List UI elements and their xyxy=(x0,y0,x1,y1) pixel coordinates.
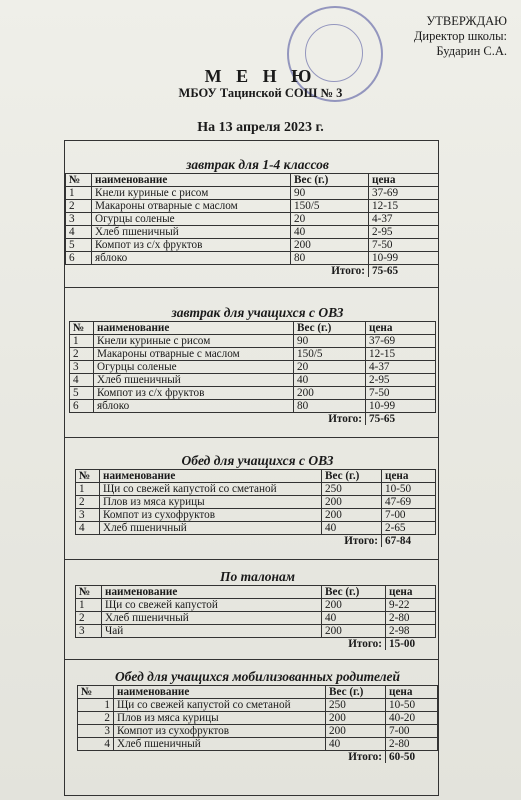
cell-weight: 40 xyxy=(322,612,386,625)
cell-price: 37-69 xyxy=(366,335,436,348)
cell-name: Щи со свежей капустой со сметаной xyxy=(100,483,322,496)
cell-price: 2-95 xyxy=(369,226,439,239)
table-row xyxy=(66,213,439,226)
cell-name: Макароны отварные с маслом xyxy=(94,348,294,361)
table-row xyxy=(78,712,438,725)
cell-weight: 250 xyxy=(322,483,382,496)
table-row xyxy=(66,239,439,252)
table-row xyxy=(78,725,438,738)
cell-name: Кнели куриные с рисом xyxy=(94,335,294,348)
table-row xyxy=(66,252,439,265)
table-row xyxy=(70,387,436,400)
table-row xyxy=(70,361,436,374)
cell-name: Хлеб пшеничный xyxy=(102,612,322,625)
cell-no: 2 xyxy=(76,496,100,509)
cell-no: 3 xyxy=(66,213,92,226)
cell-no: 2 xyxy=(76,612,102,625)
cell-no: 4 xyxy=(76,522,100,535)
cell-no: 1 xyxy=(78,699,114,712)
cell-no: 6 xyxy=(70,400,94,413)
menu-section xyxy=(65,669,438,763)
cell-price: 2-65 xyxy=(382,522,436,535)
table-header-row xyxy=(78,686,438,699)
approval-label: УТВЕРЖДАЮ xyxy=(426,14,507,28)
approval-signer: Бударин С.А. xyxy=(436,44,507,58)
cell-weight: 200 xyxy=(322,599,386,612)
cell-name: Огурцы соленые xyxy=(94,361,294,374)
cell-price: 7-00 xyxy=(382,509,436,522)
cell-name: Хлеб пшеничный xyxy=(114,738,326,751)
total-label: Итого: xyxy=(326,751,386,764)
cell-weight: 20 xyxy=(291,213,369,226)
cell-weight: 200 xyxy=(326,712,386,725)
table-row xyxy=(76,483,436,496)
table-row xyxy=(70,374,436,387)
cell-weight: 80 xyxy=(291,252,369,265)
cell-name: Щи со свежей капустой со сметаной xyxy=(114,699,326,712)
col-weight: Вес (г.) xyxy=(322,470,382,483)
table-row xyxy=(76,522,436,535)
cell-weight: 20 xyxy=(294,361,366,374)
cell-weight: 200 xyxy=(322,509,382,522)
menu-frame xyxy=(64,140,439,796)
col-no: № xyxy=(78,686,114,699)
col-price: цена xyxy=(386,586,436,599)
col-no: № xyxy=(76,586,102,599)
total-value: 75-65 xyxy=(369,265,439,278)
total-value: 67-84 xyxy=(382,535,436,548)
section-title: завтрак для 1-4 классов xyxy=(186,157,329,172)
table-row xyxy=(76,509,436,522)
cell-no: 1 xyxy=(76,599,102,612)
cell-price: 2-95 xyxy=(366,374,436,387)
cell-price: 4-37 xyxy=(369,213,439,226)
cell-price: 40-20 xyxy=(386,712,438,725)
col-price: цена xyxy=(386,686,438,699)
cell-no: 5 xyxy=(70,387,94,400)
menu-date: На 13 апреля 2023 г. xyxy=(197,120,324,135)
cell-name: Хлеб пшеничный xyxy=(94,374,294,387)
col-no: № xyxy=(76,470,100,483)
col-name: наименование xyxy=(102,586,322,599)
total-row xyxy=(66,265,439,278)
cell-name: яблоко xyxy=(92,252,291,265)
total-value: 60-50 xyxy=(386,751,438,764)
cell-no: 3 xyxy=(76,625,102,638)
cell-weight: 90 xyxy=(294,335,366,348)
menu-table xyxy=(69,321,436,425)
section-divider xyxy=(65,659,438,660)
menu-table xyxy=(77,685,438,763)
cell-name: Хлеб пшеничный xyxy=(100,522,322,535)
menu-table xyxy=(65,173,439,277)
cell-no: 3 xyxy=(78,725,114,738)
cell-no: 1 xyxy=(70,335,94,348)
table-header-row xyxy=(76,470,436,483)
col-weight: Вес (г.) xyxy=(294,322,366,335)
cell-name: Огурцы соленые xyxy=(92,213,291,226)
cell-name: Щи со свежей капустой xyxy=(102,599,322,612)
cell-price: 12-15 xyxy=(369,200,439,213)
menu-table xyxy=(75,469,436,547)
total-value: 75-65 xyxy=(366,413,436,426)
cell-weight: 40 xyxy=(326,738,386,751)
cell-price: 37-69 xyxy=(369,187,439,200)
col-price: цена xyxy=(366,322,436,335)
cell-weight: 200 xyxy=(322,625,386,638)
table-row xyxy=(66,187,439,200)
cell-weight: 150/5 xyxy=(294,348,366,361)
table-row xyxy=(78,699,438,712)
total-label: Итого: xyxy=(294,413,366,426)
cell-price: 10-50 xyxy=(386,699,438,712)
menu-section xyxy=(65,453,438,547)
cell-price: 2-80 xyxy=(386,738,438,751)
cell-no: 2 xyxy=(70,348,94,361)
section-title: завтрак для учащихся с ОВЗ xyxy=(171,305,344,320)
cell-no: 1 xyxy=(76,483,100,496)
col-weight: Вес (г.) xyxy=(291,174,369,187)
cell-price: 2-98 xyxy=(386,625,436,638)
col-price: цена xyxy=(369,174,439,187)
col-name: наименование xyxy=(92,174,291,187)
cell-name: яблоко xyxy=(94,400,294,413)
cell-name: Компот из с/х фруктов xyxy=(92,239,291,252)
total-label: Итого: xyxy=(291,265,369,278)
col-weight: Вес (г.) xyxy=(326,686,386,699)
cell-name: Компот из с/х фруктов xyxy=(94,387,294,400)
menu-title: М Е Н Ю xyxy=(204,66,317,86)
table-row xyxy=(76,625,436,638)
cell-price: 10-50 xyxy=(382,483,436,496)
table-row xyxy=(70,400,436,413)
cell-price: 9-22 xyxy=(386,599,436,612)
total-row xyxy=(70,413,436,426)
section-divider xyxy=(65,287,438,288)
table-row xyxy=(70,348,436,361)
table-row xyxy=(76,599,436,612)
cell-price: 10-99 xyxy=(369,252,439,265)
table-row xyxy=(78,738,438,751)
table-row xyxy=(76,612,436,625)
total-label: Итого: xyxy=(322,535,382,548)
total-row xyxy=(78,751,438,764)
cell-no: 4 xyxy=(78,738,114,751)
section-title: Обед для учащихся с ОВЗ xyxy=(181,453,334,468)
school-name: МБОУ Тацинской СОШ № 3 xyxy=(178,86,343,100)
cell-weight: 40 xyxy=(291,226,369,239)
cell-price: 7-50 xyxy=(369,239,439,252)
menu-section xyxy=(65,569,438,650)
cell-weight: 40 xyxy=(294,374,366,387)
cell-weight: 200 xyxy=(294,387,366,400)
cell-price: 7-50 xyxy=(366,387,436,400)
col-price: цена xyxy=(382,470,436,483)
section-title: По талонам xyxy=(219,569,296,584)
cell-price: 47-69 xyxy=(382,496,436,509)
total-row xyxy=(76,638,436,651)
cell-name: Компот из сухофруктов xyxy=(114,725,326,738)
col-no: № xyxy=(70,322,94,335)
cell-weight: 200 xyxy=(326,725,386,738)
cell-price: 2-80 xyxy=(386,612,436,625)
cell-price: 12-15 xyxy=(366,348,436,361)
approval-position: Директор школы: xyxy=(413,29,507,43)
cell-weight: 250 xyxy=(326,699,386,712)
cell-no: 2 xyxy=(66,200,92,213)
col-no: № xyxy=(66,174,92,187)
menu-table xyxy=(75,585,436,650)
cell-no: 2 xyxy=(78,712,114,725)
col-name: наименование xyxy=(94,322,294,335)
table-header-row xyxy=(76,586,436,599)
cell-no: 4 xyxy=(66,226,92,239)
cell-no: 3 xyxy=(76,509,100,522)
cell-no: 5 xyxy=(66,239,92,252)
cell-price: 10-99 xyxy=(366,400,436,413)
cell-weight: 150/5 xyxy=(291,200,369,213)
cell-name: Компот из сухофруктов xyxy=(100,509,322,522)
table-row xyxy=(76,496,436,509)
table-header-row xyxy=(70,322,436,335)
col-name: наименование xyxy=(114,686,326,699)
cell-weight: 40 xyxy=(322,522,382,535)
cell-no: 4 xyxy=(70,374,94,387)
cell-price: 7-00 xyxy=(386,725,438,738)
cell-price: 4-37 xyxy=(366,361,436,374)
cell-name: Хлеб пшеничный xyxy=(92,226,291,239)
menu-section xyxy=(65,305,438,425)
total-label: Итого: xyxy=(322,638,386,651)
cell-no: 1 xyxy=(66,187,92,200)
table-row xyxy=(66,200,439,213)
cell-name: Плов из мяса курицы xyxy=(100,496,322,509)
section-title: Обед для учащихся мобилизованных родителей xyxy=(114,669,401,684)
menu-section xyxy=(65,157,438,277)
cell-weight: 200 xyxy=(291,239,369,252)
cell-name: Плов из мяса курицы xyxy=(114,712,326,725)
approval-block xyxy=(347,14,507,59)
col-weight: Вес (г.) xyxy=(322,586,386,599)
total-row xyxy=(76,535,436,548)
cell-weight: 90 xyxy=(291,187,369,200)
col-name: наименование xyxy=(100,470,322,483)
cell-weight: 200 xyxy=(322,496,382,509)
section-divider xyxy=(65,437,438,438)
table-row xyxy=(66,226,439,239)
table-row xyxy=(70,335,436,348)
total-value: 15-00 xyxy=(386,638,436,651)
cell-weight: 80 xyxy=(294,400,366,413)
cell-name: Чай xyxy=(102,625,322,638)
cell-name: Макароны отварные с маслом xyxy=(92,200,291,213)
cell-no: 6 xyxy=(66,252,92,265)
cell-no: 3 xyxy=(70,361,94,374)
section-divider xyxy=(65,559,438,560)
table-header-row xyxy=(66,174,439,187)
cell-name: Кнели куриные с рисом xyxy=(92,187,291,200)
